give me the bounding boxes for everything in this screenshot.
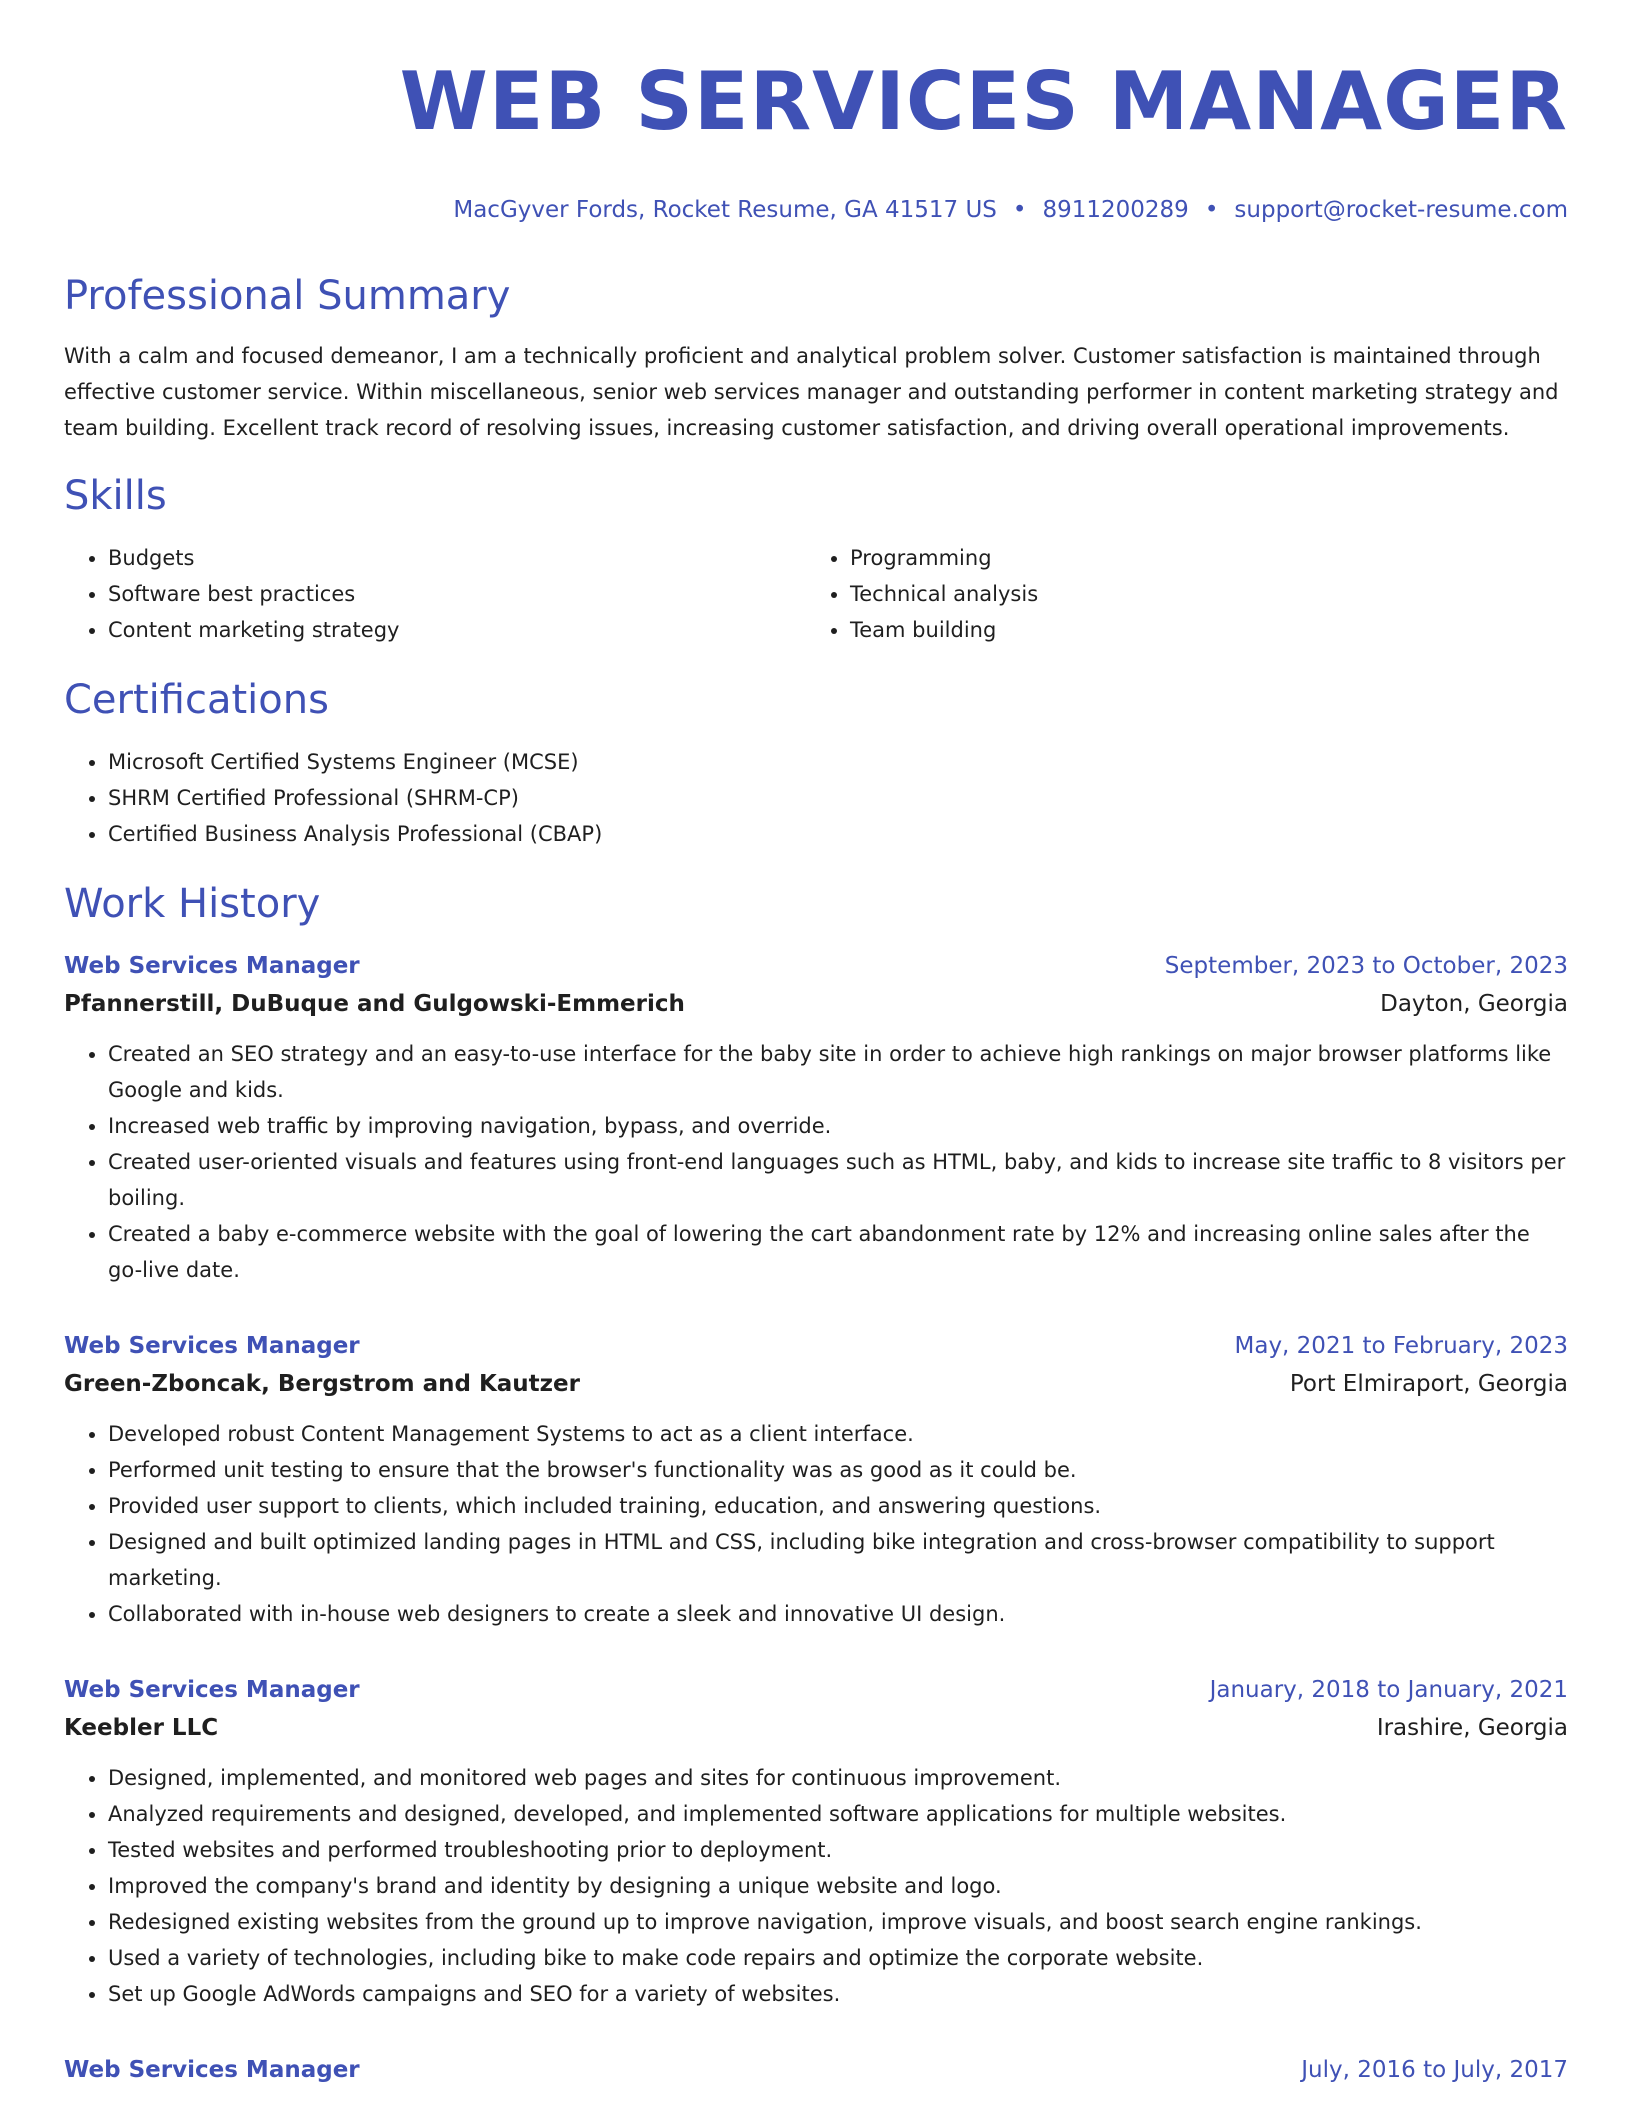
skill-item: • Content marketing strategy [108,612,806,648]
certifications-heading: Certifications [64,677,329,723]
contact-line [64,194,1568,226]
job-bullet: • Tested websites and performed troubleshooting prior to deployment. [108,1832,1568,1868]
job-entry [64,1672,1568,2012]
skills-list-right [806,540,1548,648]
job-title: Web Services Manager [64,2057,360,2083]
job-bullet: • Used a variety of technologies, including bike to make code repairs and optimize the corporate website. [108,1940,1568,1976]
contact-email: support@rocket-resume.com [1234,197,1568,223]
job-bullet: • Created user-oriented visuals and features using front-end languages such as HTML, baby, and kids to increase site traffic to 8 visitors per boiling. [108,1144,1568,1216]
job-bullet: • Created a baby e-commerce website with the goal of lowering the cart abandonment rate by 12% and increasing online sales after the go-live date. [108,1216,1568,1288]
skill-item: • Programming [850,540,1548,576]
job-company: Keebler LLC [64,1715,219,1741]
job-title: Web Services Manager [64,1677,360,1703]
job-bullet: • Developed robust Content Management Systems to act as a client interface. [108,1416,1568,1452]
summary-heading: Professional Summary [64,273,511,319]
job-location: Port Elmiraport, Georgia [1289,1371,1568,1397]
job-company: Pfannerstill, DuBuque and Gulgowski-Emmerich [64,991,685,1017]
certification-item: • Certified Business Analysis Professional (CBAP) [108,816,1568,852]
contact-separator: • [1012,197,1027,223]
skill-item: • Software best practices [108,576,806,612]
job-bullets [64,1036,1568,1288]
work-history-heading: Work History [64,881,321,927]
job-title: Web Services Manager [64,1333,360,1359]
job-bullets [64,1760,1568,2012]
job-bullet: • Increased web traffic by improving navigation, bypass, and override. [108,1108,1568,1144]
job-bullet: • Analyzed requirements and designed, developed, and implemented software applications for multiple websites. [108,1796,1568,1832]
job-bullet: • Set up Google AdWords campaigns and SEO for a variety of websites. [108,1976,1568,2012]
job-bullets [64,1416,1568,1632]
job-bullet: • Collaborated with in-house web designers to create a sleek and innovative UI design. [108,1596,1568,1632]
job-dates: May, 2021 to February, 2023 [1234,1333,1568,1359]
certification-item: • SHRM Certified Professional (SHRM-CP) [108,780,1568,816]
job-bullet: • Provided user support to clients, which included training, education, and answering questions. [108,1488,1568,1524]
job-bullet: • Performed unit testing to ensure that the browser's functionality was as good as it could be. [108,1452,1568,1488]
job-dates: January, 2018 to January, 2021 [1209,1677,1568,1703]
skills-heading: Skills [64,473,167,519]
resume-title: WEB SERVICES MANAGER [399,55,1568,148]
contact-phone: 8911200289 [1042,197,1189,223]
job-location: Irashire, Georgia [1376,1715,1568,1741]
job-title: Web Services Manager [64,953,360,979]
job-entry [64,2052,1568,2088]
contact-separator: • [1204,197,1219,223]
job-entry [64,1328,1568,1632]
job-bullet: • Redesigned existing websites from the ground up to improve navigation, improve visuals, and boost search engine rankings. [108,1904,1568,1940]
certifications-list [64,744,1568,852]
skill-item: • Budgets [108,540,806,576]
certification-item: • Microsoft Certified Systems Engineer (MCSE) [108,744,1568,780]
job-company: Green-Zboncak, Bergstrom and Kautzer [64,1371,580,1397]
contact-address: MacGyver Fords, Rocket Resume, GA 41517 US [453,197,997,223]
skill-item: • Technical analysis [850,576,1548,612]
job-dates: September, 2023 to October, 2023 [1164,953,1568,979]
skills-list-left [64,540,806,648]
job-location: Dayton, Georgia [1380,991,1568,1017]
skills-columns [64,540,1568,648]
job-bullet: • Created an SEO strategy and an easy-to-use interface for the baby site in order to achieve high rankings on major browser platforms like Google and kids. [108,1036,1568,1108]
job-bullet: • Improved the company's brand and identity by designing a unique website and logo. [108,1868,1568,1904]
job-bullet: • Designed and built optimized landing pages in HTML and CSS, including bike integration and cross-browser compatibility to support marketing. [108,1524,1568,1596]
skill-item: • Team building [850,612,1548,648]
job-entry [64,948,1568,1288]
summary-text: With a calm and focused demeanor, I am a technically proficient and analytical problem solver. Customer satisfaction is maintained through effective customer service. Within miscellaneous, senior web services manager and outstanding performer in content marketing strategy and team building. Excellent track record of resolving issues, increasing customer satisfaction, and driving overall operational improvements. [64,344,1559,440]
job-dates: July, 2016 to July, 2017 [1301,2057,1568,2083]
job-bullet: • Designed, implemented, and monitored web pages and sites for continuous improvement. [108,1760,1568,1796]
